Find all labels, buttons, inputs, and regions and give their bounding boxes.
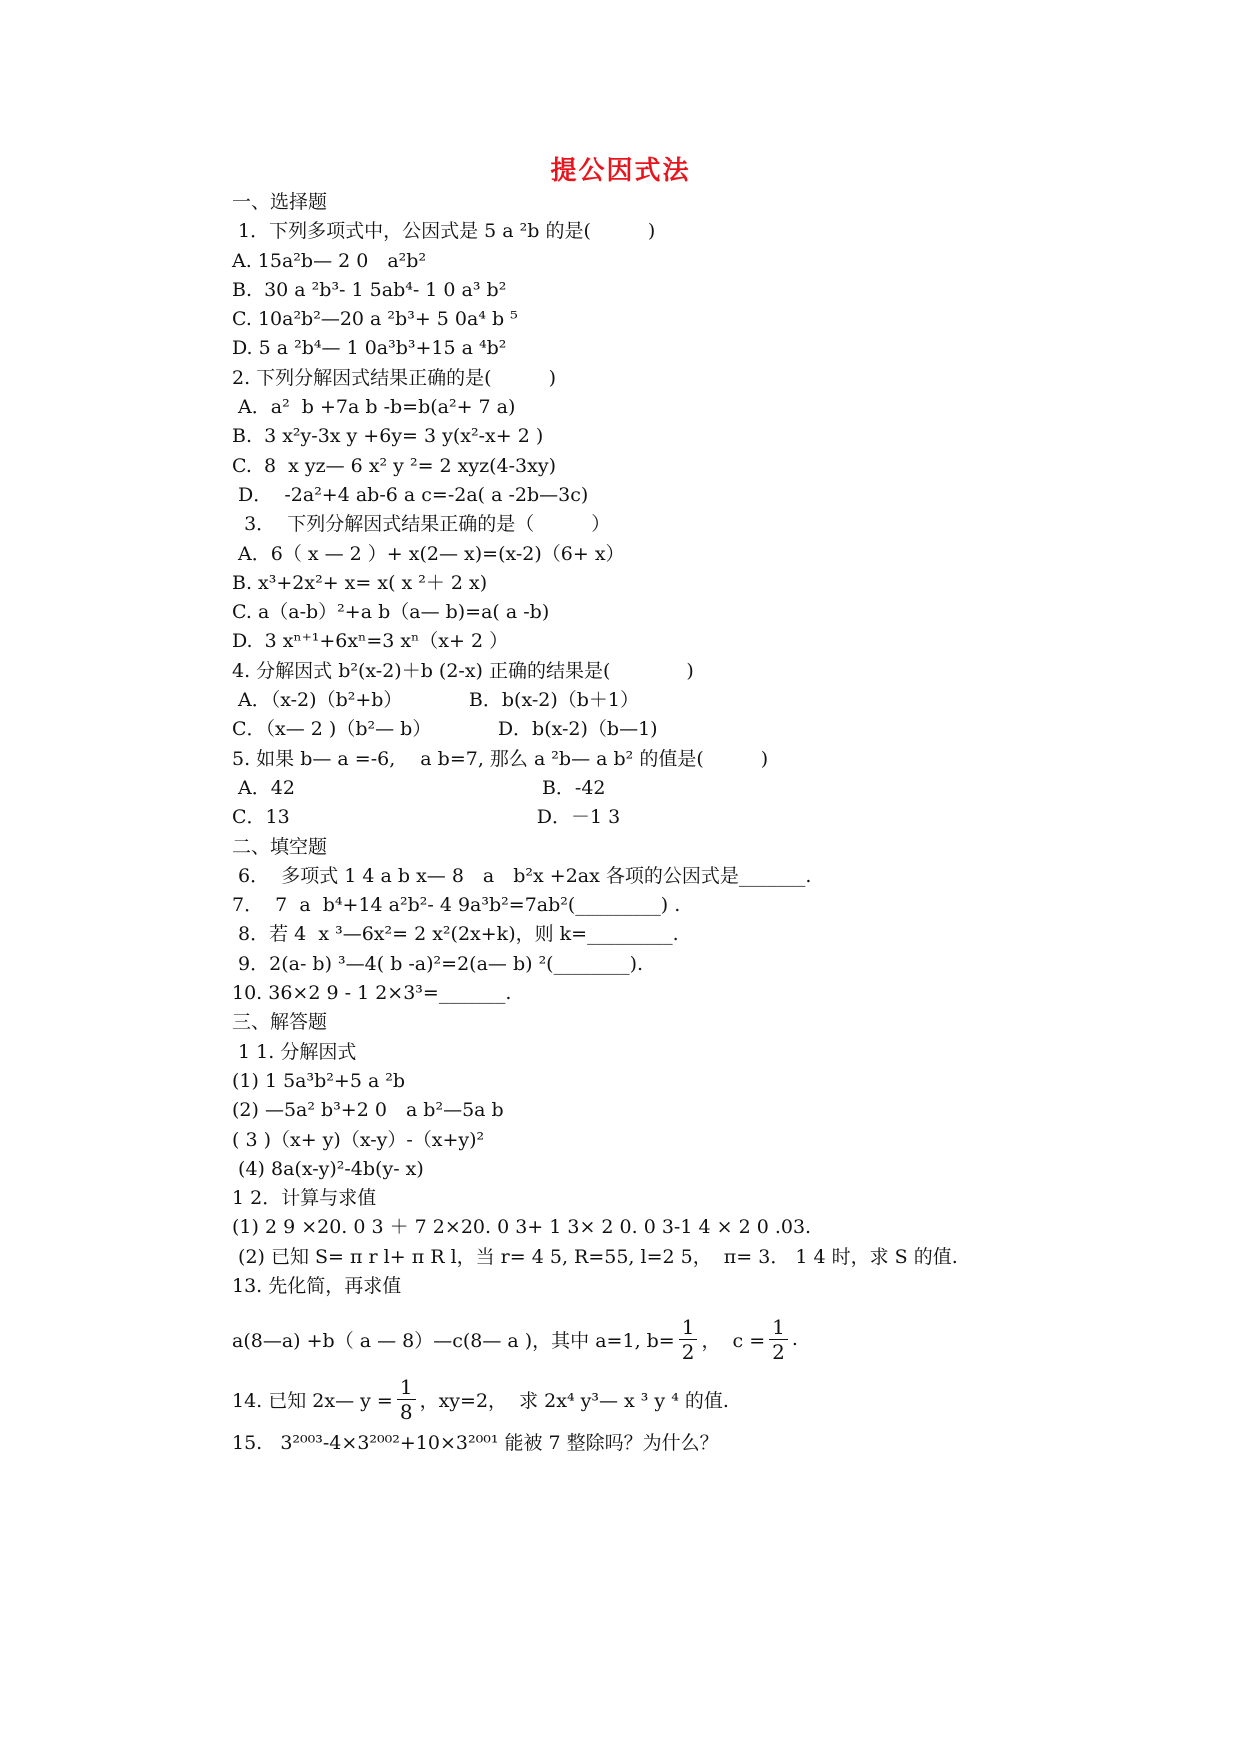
answer-questions [232,1038,1212,1302]
option-line: B. x³+2x²+ x= x( x ²＋ 2 x) [232,571,488,594]
question-line: 1 1. 分解因式 [232,1040,357,1063]
option-line: C. 10a²b²—20 a ²b³+ 5 0a⁴ b ⁵ [232,308,518,331]
q14-suffix: ，xy=2， 求 2x⁴ y³— x ³ y ⁴ 的值. [419,1389,729,1412]
question-line: 3． 下列分解因式结果正确的是（ ） [232,513,611,536]
question-line: 1．下列多项式中，公因式是 5 a ²b 的是( ) [232,220,656,243]
subquestion-line: (1) 1 5a³b²+5 a ²b [232,1069,406,1092]
fraction-numerator: 1 [397,1376,416,1400]
question-line: 1 2．计算与求值 [232,1187,377,1210]
fraction-denominator: 2 [681,1339,695,1364]
fraction-numerator: 1 [769,1316,788,1340]
question-line: 5. 如果 b— a =-6, a b=7, 那么 a ²b— a b² 的值是( ) [232,747,769,770]
section-heading-fill: 二、填空题 [232,835,328,858]
section-heading-answer: 三、解答题 [232,1011,328,1034]
q14-prefix: 14. 已知 2x— y = [232,1389,393,1412]
question-line: 13. 先化简，再求值 [232,1274,402,1297]
page-title: 提公因式法 [550,156,691,186]
question-line-q15: 15. 3²⁰⁰³-4×3²⁰⁰²+10×3²⁰⁰¹ 能被 7 整除吗？为什么？ [232,1432,719,1455]
option-line: B. 30 a ²b³- 1 5ab⁴- 1 0 a³ b² [232,278,507,301]
question-line: 7． 7 a b⁴+14 a²b²- 4 9a³b²=7ab²(_________) . [232,894,681,917]
question-line: 6． 多项式 1 4 a b x— 8 a b²x +2ax 各项的公因式是_______. [232,864,812,887]
q13-mid: ， c = [701,1329,766,1352]
question-line: 9．2(a- b) ³—4( b -a)²=2(a— b) ²(________). [232,952,644,975]
question-line: 2. 下列分解因式结果正确的是( ) [232,366,556,389]
option-line: A．a² b +7a b -b=b(a²+ 7 a) [232,396,516,419]
question-line: 4. 分解因式 b²(x-2)＋b (2-x) 正确的结果是( ) [232,659,694,682]
option-line: A．6（ x — 2 ）+ x(2— x)=(x-2)（6+ x） [232,542,625,565]
c-value-fraction [769,1316,788,1363]
option-line: A．42 B．-42 [232,776,606,799]
option-line: D. 3 xⁿ⁺¹+6xⁿ=3 xⁿ（x+ 2 ） [232,630,509,653]
b-value-fraction [679,1316,698,1363]
option-line: C. 8 x yz— 6 x² y ²= 2 xyz(4-3xy) [232,454,556,477]
fraction-numerator: 1 [679,1316,698,1340]
choice-questions [232,217,1212,832]
option-line: A．（x-2)（b²+b） B．b(x-2)（b＋1） [232,689,640,712]
subquestion-line: (2) 已知 S= π r l+ π R l，当 r= 4 5, R=55, l=2 5， π= 3． 1 4 时，求 S 的值. [232,1245,958,1268]
question-line: 8．若 4 x ³—6x²= 2 x²(2x+k)，则 k=_________. [232,923,679,946]
option-line: A. 15a²b— 2 0 a²b² [232,249,427,272]
q13-expression [232,1309,1212,1369]
option-line: C. a（a-b）²+a b（a— b)=a( a -b) [232,601,550,624]
section-heading-choice: 一、选择题 [232,191,328,213]
option-line: B. 3 x²y-3x y +6y= 3 y(x²-x+ 2 ) [232,425,544,448]
subquestion-line: (2) —5a² b³+2 0 a b²—5a b [232,1099,504,1122]
q14-expression [232,1369,1212,1429]
option-line: D． -2a²+4 ab-6 a c=-2a( a -2b—3c) [232,483,589,506]
option-line: D. 5 a ²b⁴— 1 0a³b³+15 a ⁴b² [232,337,507,360]
q13-prefix: a(8—a) +b（ a — 8）—c(8— a )，其中 a=1, b= [232,1329,675,1352]
fill-questions [232,862,1212,1008]
subquestion-line: ( 3 )（x+ y)（x-y）-（x+y)² [232,1128,485,1151]
option-line: C．13 D．－1 3 [232,806,621,829]
fraction-denominator: 8 [399,1399,413,1424]
subquestion-line: (1) 2 9 ×20. 0 3 ＋ 7 2×20. 0 3+ 1 3× 2 0. 0 3-1 4 × 2 0 .03. [232,1216,812,1239]
subquestion-line: (4) 8a(x-y)²-4b(y- x) [232,1157,424,1180]
worksheet-body [232,188,1212,1459]
question-line: 10. 36×2 9 - 1 2×3³=_______. [232,982,512,1005]
q14-fraction [397,1376,416,1423]
q13-suffix: . [791,1328,798,1351]
fraction-denominator: 2 [772,1339,785,1364]
option-line: C．（x— 2 )（b²— b） D．b(x-2)（b—1) [232,718,658,741]
